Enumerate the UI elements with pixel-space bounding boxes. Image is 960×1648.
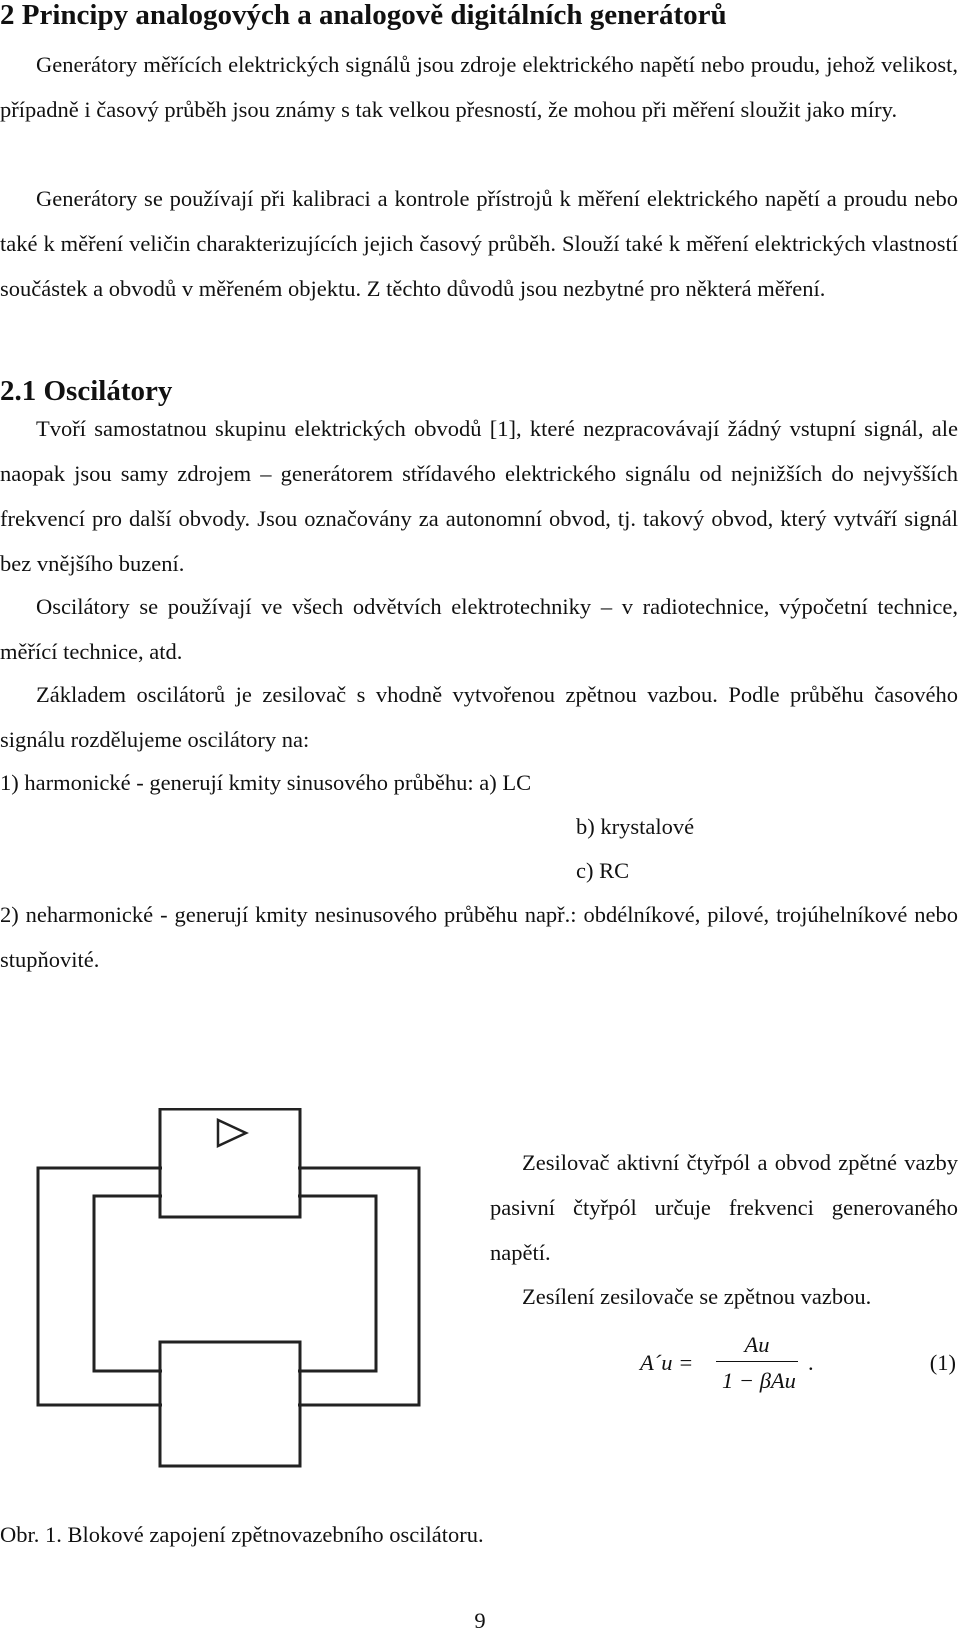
oscillators-paragraph-3: Základem oscilátorů je zesilovač s vhodně vytvořenou zpětnou vazbou. Podle průběhu časového signálu rozdělujeme oscilátory na: <box>0 682 958 752</box>
intro-paragraph-1: Generátory měřících elektrických signálů jsou zdroje elektrického napětí nebo proudu, jehož velikost, případně i časový průběh jsou známy s tak velkou přesností, že mohou při měření sloužit jako míry. <box>0 52 958 122</box>
equation-period: . <box>808 1350 814 1375</box>
section-heading: 2.1 Oscilátory <box>0 375 173 407</box>
fraction-bar <box>716 1361 798 1362</box>
list-item-rc: c) RC <box>576 858 630 883</box>
intro-paragraph-2: Generátory se používají při kalibraci a kontrole přístrojů k měření elektrického napětí a proudu nebo také k měření veličin charakterizujících jejich časový průběh. Slouží také k měření elektrických vlastností součástek a obvodů v měřeném objektu. Z těchto důvodů jsou nezbytné pro některá měření. <box>0 186 958 301</box>
side-description: Zesilovač aktivní čtyřpól a obvod zpětné vazby pasivní čtyřpól určuje frekvenci generovaného napětí. <box>490 1150 958 1265</box>
list-item-crystal: b) krystalové <box>576 814 695 839</box>
equation-lhs: A´u = <box>640 1350 694 1375</box>
page-number: 9 <box>474 1608 486 1633</box>
equation-denominator: 1 − βAu <box>722 1368 796 1393</box>
list-item-nonharmonic: 2) neharmonické - generují kmity nesinusového průběhu např.: obdélníkové, pilové, trojúhelníkové nebo stupňovité. <box>0 902 958 972</box>
gain-equation <box>640 1330 960 1400</box>
feedback-block-fill <box>162 1344 298 1464</box>
side-gain-text: Zesílení zesilovače se zpětnou vazbou. <box>522 1284 872 1309</box>
oscillators-paragraph-1: Tvoří samostatnou skupinu elektrických obvodů [1], které nezpracovávají žádný vstupní signál, ale naopak jsou samy zdrojem – generátorem střídavého elektrického signálu od nejnižších do nejvyšších frekvencí pro další obvody. Jsou označovány za autonomní obvod, tj. takový obvod, který vytváří signál bez vnějšího buzení. <box>0 416 958 576</box>
oscillator-block-diagram <box>0 1108 456 1468</box>
figure-caption: Obr. 1. Blokové zapojení zpětnovazebního oscilátoru. <box>0 1522 484 1547</box>
list-item-harmonic: 1) harmonické - generují kmity sinusového průběhu: a) LC <box>0 770 532 795</box>
equation-number: (1) <box>929 1350 956 1375</box>
oscillators-paragraph-2: Oscilátory se používají ve všech odvětvích elektrotechniky – v radiotechnice, výpočetní technice, měřící technice, atd. <box>0 594 958 664</box>
chapter-heading: 2 Principy analogových a analogově digitálních generátorů <box>0 0 727 31</box>
equation-numerator: Au <box>744 1332 770 1357</box>
